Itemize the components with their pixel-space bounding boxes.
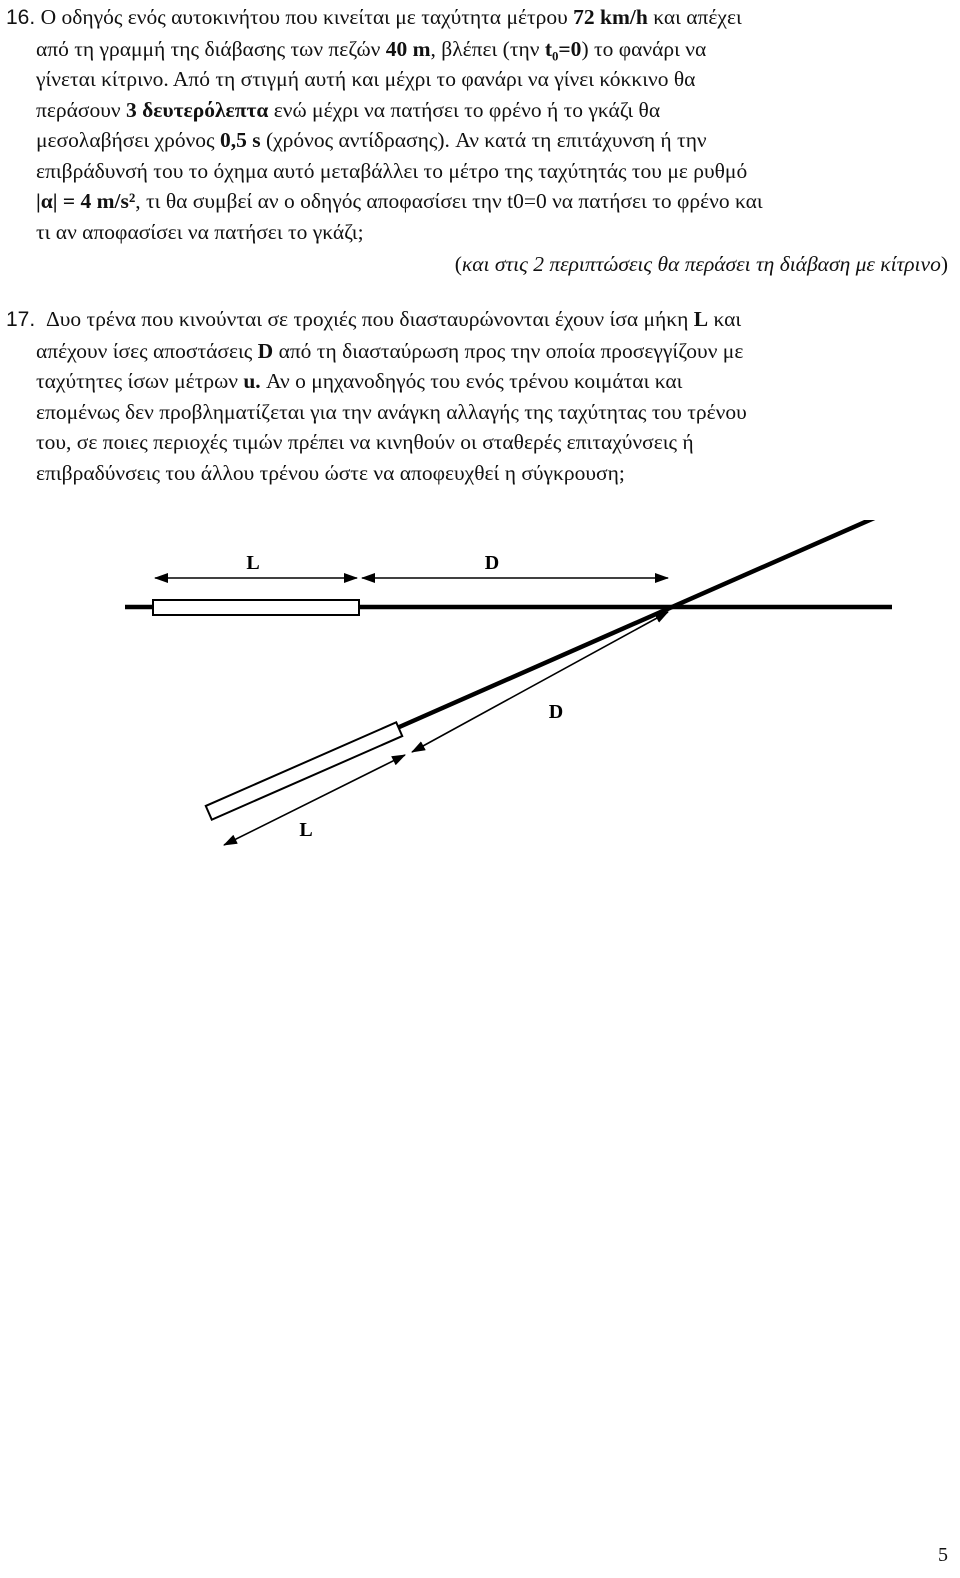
- problem-16: 16. Ο οδηγός ενός αυτοκινήτου που κινείται με ταχύτητα μέτρου 72 km/h και απέχει από τη γραμμή της διάβασης των πεζών 40 m, βλέπει (την t₀=0) το φανάρι να γίνεται κίτρινο. Από τη στιγμή αυτή και μέχρι το φανάρι να γίνει κόκκινο θα περάσουν 3 δευτερόλεπτα ενώ μέχρι να πατήσει το φρένο ή το γκάζι θα μεσολαβήσει χρόνος 0,5 s (χρόνος αντίδρασης). Αν κατά τη επιτάχυνση ή την επιβράδυνσή του το όχημα αυτό μεταβάλλει το μέτρο της ταχύτητάς του με ρυθμό |α| = 4 m/s², τι θα συμβεί αν ο οδηγός αποφασίσει την t0=0 να πατήσει το φρένο και τι αν αποφασίσει να πατήσει το γκάζι; (και στις 2 περιπτώσεις θα περάσει τη διάβαση με κίτρινο): [6, 2, 948, 280]
- problem-17: 17. Δυο τρένα που κινούνται σε τροχιές που διασταυρώνονται έχουν ίσα μήκη L και απέχουν ίσες αποστάσεις D από τη διασταύρωση προς την οποία προσεγγίζουν με ταχύτητες ίσων μέτρων u. Αν ο μηχανοδηγός του ενός τρένου κοιμάται και επομένως δεν προβληματίζεται για την ανάγκη αλλαγής της ταχύτητας του τρένου του, σε ποιες περιοχές τιμών πρέπει να κινηθούν οι σταθερές επιταχύνσεις ή επιβραδύνσεις του άλλου τρένου ώστε να αποφευχθεί η σύγκρουση;: [6, 307, 747, 485]
- label-D-diagonal: D: [548, 701, 564, 723]
- hint-note: (και στις 2 περιπτώσεις θα περάσει τη διάβαση με κίτρινο): [454, 252, 948, 276]
- problem-number: 17.: [6, 308, 36, 331]
- problem-number: 16.: [6, 6, 36, 29]
- label-L-diagonal: L: [299, 819, 313, 841]
- dimension-arrow-D-diagonal: [412, 612, 668, 752]
- train-crossing-diagram: [0, 520, 960, 860]
- page-number: 5: [938, 1544, 948, 1566]
- label-L-top: L: [246, 552, 260, 574]
- train-horizontal: [153, 600, 359, 615]
- label-D-top: D: [484, 552, 500, 574]
